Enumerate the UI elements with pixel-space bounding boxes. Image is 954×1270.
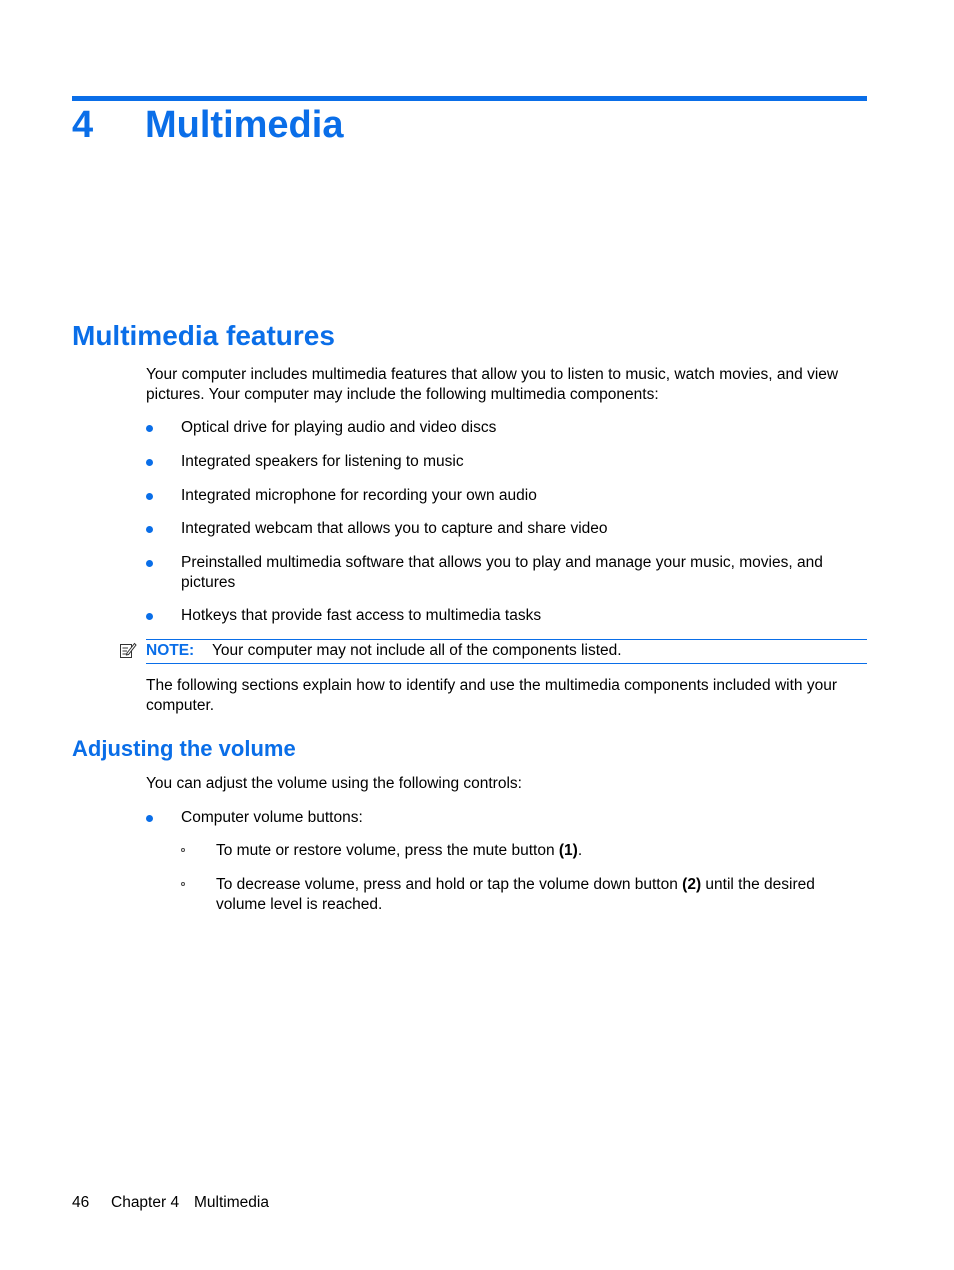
chapter-number: 4 [72, 104, 94, 146]
note-label: NOTE: [146, 642, 195, 659]
bullet-icon [146, 459, 153, 466]
list-item-text: Integrated speakers for listening to music [181, 453, 464, 470]
list-item-text: Integrated microphone for recording your own audio [181, 487, 537, 504]
list-item-text: Hotkeys that provide fast access to multimedia tasks [181, 607, 542, 624]
sub-list-item-text: To mute or restore volume, press the mute button (1). [216, 842, 583, 859]
sub-bullet-icon [181, 848, 185, 852]
sub-list-item-text: To decrease volume, press and hold or tap the volume down button (2) until the desired volume level is reached. [216, 876, 815, 913]
bullet-icon [146, 560, 153, 567]
chapter-title: Multimedia [145, 104, 344, 146]
section-intro: Your computer includes multimedia features that allow you to listen to music, watch movies, and view pictures. Your computer may include the following multimedia components: [146, 366, 839, 403]
note-text: Your computer may not include all of the components listed. [212, 642, 622, 659]
list-item-text: Preinstalled multimedia software that allows you to play and manage your music, movies, and pictures [181, 554, 823, 591]
footer-title: Multimedia [194, 1194, 269, 1211]
volume-intro: You can adjust the volume using the following controls: [146, 775, 522, 792]
sub-bullet-icon [181, 882, 185, 886]
bullet-icon [146, 815, 153, 822]
section-heading-adjusting-volume: Adjusting the volume [72, 736, 296, 761]
bullet-icon [146, 526, 153, 533]
chapter-rule [72, 96, 867, 101]
note-box [146, 639, 867, 664]
list-item-text: Computer volume buttons: [181, 809, 363, 826]
section-outro: The following sections explain how to identify and use the multimedia components included with your computer. [146, 677, 837, 714]
footer-chapter: Chapter 4 [111, 1194, 180, 1211]
bullet-icon [146, 493, 153, 500]
note-icon [119, 641, 137, 659]
bullet-icon [146, 613, 153, 620]
list-item-text: Integrated webcam that allows you to capture and share video [181, 520, 608, 537]
list-item-text: Optical drive for playing audio and video discs [181, 419, 497, 436]
section-heading-multimedia-features: Multimedia features [72, 320, 335, 351]
bullet-icon [146, 425, 153, 432]
footer-page-number: 46 [72, 1194, 90, 1211]
